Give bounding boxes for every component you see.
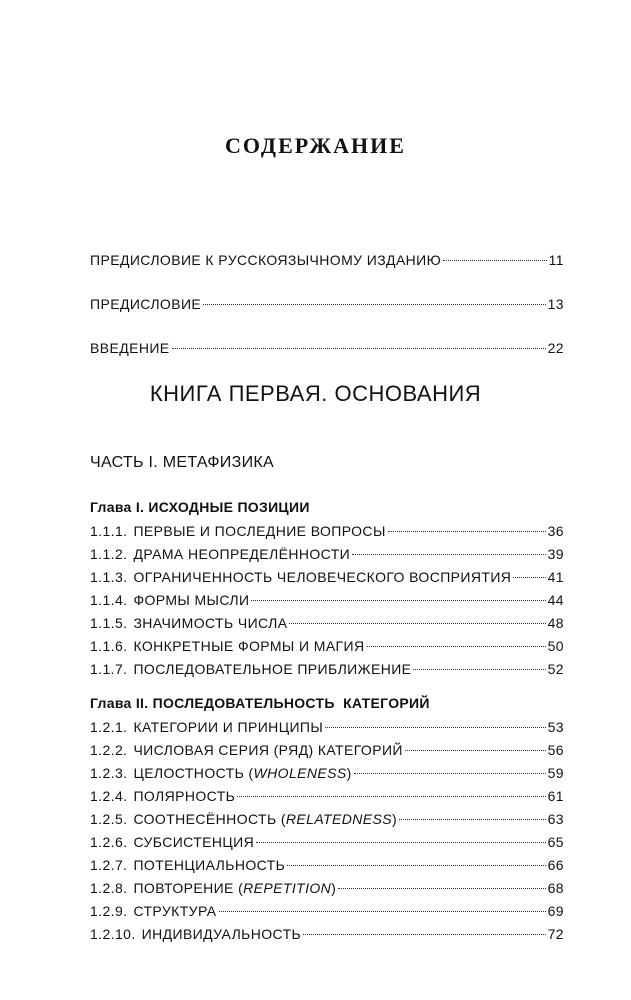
entry-text: ФОРМЫ МЫСЛИ xyxy=(133,592,250,608)
toc-entry[interactable] xyxy=(90,902,564,920)
dot-leader xyxy=(203,304,545,305)
dot-leader xyxy=(251,600,545,601)
toc-entry[interactable] xyxy=(90,614,564,632)
dot-leader xyxy=(405,750,546,751)
toc-entry[interactable] xyxy=(90,660,564,678)
toc-entry[interactable] xyxy=(90,741,564,759)
dot-leader xyxy=(367,646,546,647)
entry-text: ПЕРВЫЕ И ПОСЛЕДНИЕ ВОПРОСЫ xyxy=(133,523,386,539)
entry-italic-term: REPETITION xyxy=(243,880,332,896)
entry-page: 66 xyxy=(547,857,564,873)
dot-leader xyxy=(413,669,545,670)
toc-entry-foreword-russian[interactable] xyxy=(90,251,564,269)
dot-leader xyxy=(172,348,546,349)
toc-entry[interactable] xyxy=(90,833,564,851)
dot-leader xyxy=(513,577,545,578)
dot-leader xyxy=(303,934,545,935)
entry-text: ПОЛЯРНОСТЬ xyxy=(133,788,236,804)
entry-italic-term: WHOLENESS xyxy=(253,765,347,781)
entry-text: ИНДИВИДУАЛЬНОСТЬ xyxy=(141,926,302,942)
entry-number: 1.2.4. xyxy=(90,788,128,804)
entry-text: ЧИСЛОВАЯ СЕРИЯ (РЯД) КАТЕГОРИЙ xyxy=(133,742,403,758)
toc-entry[interactable] xyxy=(90,568,564,586)
toc-entry-foreword[interactable] xyxy=(90,295,564,313)
entry-number: 1.2.5. xyxy=(90,811,128,827)
toc-entry[interactable] xyxy=(90,764,564,782)
chapter-prefix: Глава II. xyxy=(90,695,149,711)
toc-entry[interactable] xyxy=(90,545,564,563)
dot-leader xyxy=(219,911,546,912)
entry-text: ОГРАНИЧЕННОСТЬ ЧЕЛОВЕЧЕСКОГО ВОСПРИЯТИЯ xyxy=(133,569,512,585)
entry-number: 1.2.3. xyxy=(90,765,128,781)
toc-entry[interactable] xyxy=(90,879,564,897)
dot-leader xyxy=(352,554,545,555)
entry-text: СТРУКТУРА xyxy=(133,903,217,919)
entry-label: ПРЕДИСЛОВИЕ К РУССКОЯЗЫЧНОМУ ИЗДАНИЮ xyxy=(90,252,442,268)
entry-text: ПОТЕНЦИАЛЬНОСТЬ xyxy=(133,857,286,873)
toc-entry[interactable] xyxy=(90,810,564,828)
toc-entry-introduction[interactable] xyxy=(90,339,564,357)
entry-text: ЗНАЧИМОСТЬ ЧИСЛА xyxy=(133,615,288,631)
dot-leader xyxy=(256,842,545,843)
entry-number: 1.1.6. xyxy=(90,638,128,654)
entry-page: 72 xyxy=(547,926,564,942)
toc-entry[interactable] xyxy=(90,925,564,943)
entry-suffix: ) xyxy=(331,880,337,896)
entry-text: КАТЕГОРИИ И ПРИНЦИПЫ xyxy=(133,719,324,735)
entry-label xyxy=(90,856,285,874)
dot-leader xyxy=(237,796,545,797)
entry-number: 1.2.8. xyxy=(90,880,128,896)
entry-italic-term: RELATEDNESS xyxy=(285,811,392,827)
entry-number: 1.1.2. xyxy=(90,546,128,562)
entry-label xyxy=(90,833,254,851)
entry-page: 44 xyxy=(547,592,564,608)
entry-text: ЦЕЛОСТНОСТЬ ( xyxy=(133,765,254,781)
entry-page: 61 xyxy=(547,788,564,804)
page-title: СОДЕРЖАНИЕ xyxy=(225,133,406,158)
entry-label xyxy=(90,787,235,805)
entry-page: 13 xyxy=(547,296,564,312)
entry-page: 48 xyxy=(547,615,564,631)
entry-label xyxy=(90,902,217,920)
entry-number: 1.1.3. xyxy=(90,569,128,585)
book-title: КНИГА ПЕРВАЯ. ОСНОВАНИЯ xyxy=(149,381,482,406)
dot-leader xyxy=(287,865,545,866)
entry-label xyxy=(90,879,336,897)
chapter-prefix: Глава I. xyxy=(90,499,145,515)
chapter-title: ПОСЛЕДОВАТЕЛЬНОСТЬ КАТЕГОРИЙ xyxy=(152,695,430,711)
part-title: ЧАСТЬ I. МЕТАФИЗИКА xyxy=(90,454,274,471)
entry-number: 1.2.9. xyxy=(90,903,128,919)
entry-text: СУБСИСТЕНЦИЯ xyxy=(133,834,255,850)
entry-label xyxy=(90,637,365,655)
entry-text: КОНКРЕТНЫЕ ФОРМЫ И МАГИЯ xyxy=(133,638,365,654)
dot-leader xyxy=(388,531,546,532)
entry-label xyxy=(90,614,287,632)
entry-page: 63 xyxy=(547,811,564,827)
toc-entry[interactable] xyxy=(90,522,564,540)
toc-entry[interactable] xyxy=(90,787,564,805)
entry-label xyxy=(90,591,249,609)
entry-label xyxy=(90,925,301,943)
chapter-heading-2 xyxy=(90,695,430,711)
toc-entry[interactable] xyxy=(90,718,564,736)
toc-entry[interactable] xyxy=(90,637,564,655)
entry-text: СООТНЕСЁННОСТЬ ( xyxy=(133,811,286,827)
entry-number: 1.1.4. xyxy=(90,592,128,608)
entry-text: ПОСЛЕДОВАТЕЛЬНОЕ ПРИБЛИЖЕНИЕ xyxy=(133,661,412,677)
entry-label xyxy=(90,718,323,736)
chapter-heading-1 xyxy=(90,499,310,515)
entry-label xyxy=(90,568,511,586)
dot-leader xyxy=(289,623,545,624)
entry-page: 65 xyxy=(547,834,564,850)
entry-page: 59 xyxy=(547,765,564,781)
entry-label: ВВЕДЕНИЕ xyxy=(90,340,170,356)
entry-label xyxy=(90,522,386,540)
entry-number: 1.2.10. xyxy=(90,926,136,942)
entry-page: 11 xyxy=(548,252,564,268)
entry-page: 68 xyxy=(547,880,564,896)
entry-suffix: ) xyxy=(391,811,398,827)
toc-entry[interactable] xyxy=(90,856,564,874)
entry-label xyxy=(90,545,350,563)
dot-leader xyxy=(399,819,546,820)
dot-leader xyxy=(354,773,546,774)
entry-text: ДРАМА НЕОПРЕДЕЛЁННОСТИ xyxy=(133,546,351,562)
entry-label xyxy=(90,741,403,759)
entry-page: 36 xyxy=(547,523,564,539)
entry-page: 41 xyxy=(547,569,564,585)
chapter-title: ИСХОДНЫЕ ПОЗИЦИИ xyxy=(148,499,310,515)
entry-suffix: ) xyxy=(346,765,352,781)
entry-label xyxy=(90,810,397,828)
entry-number: 1.1.1. xyxy=(90,523,128,539)
entry-number: 1.2.1. xyxy=(90,719,128,735)
entry-page: 53 xyxy=(547,719,564,735)
entry-number: 1.2.6. xyxy=(90,834,128,850)
entry-page: 50 xyxy=(547,638,564,654)
entry-page: 39 xyxy=(547,546,564,562)
entry-page: 52 xyxy=(547,661,564,677)
entry-text: ПОВТОРЕНИЕ ( xyxy=(133,880,244,896)
entry-page: 56 xyxy=(547,742,564,758)
entry-page: 22 xyxy=(547,340,564,356)
toc-entry[interactable] xyxy=(90,591,564,609)
entry-label xyxy=(90,764,352,782)
entry-number: 1.2.7. xyxy=(90,857,128,873)
entry-page: 69 xyxy=(547,903,564,919)
entry-label xyxy=(90,660,411,678)
entry-label: ПРЕДИСЛОВИЕ xyxy=(90,296,202,312)
entry-number: 1.1.7. xyxy=(90,661,128,677)
dot-leader xyxy=(325,727,545,728)
dot-leader xyxy=(338,888,545,889)
dot-leader xyxy=(443,260,546,261)
entry-number: 1.1.5. xyxy=(90,615,128,631)
entry-number: 1.2.2. xyxy=(90,742,128,758)
